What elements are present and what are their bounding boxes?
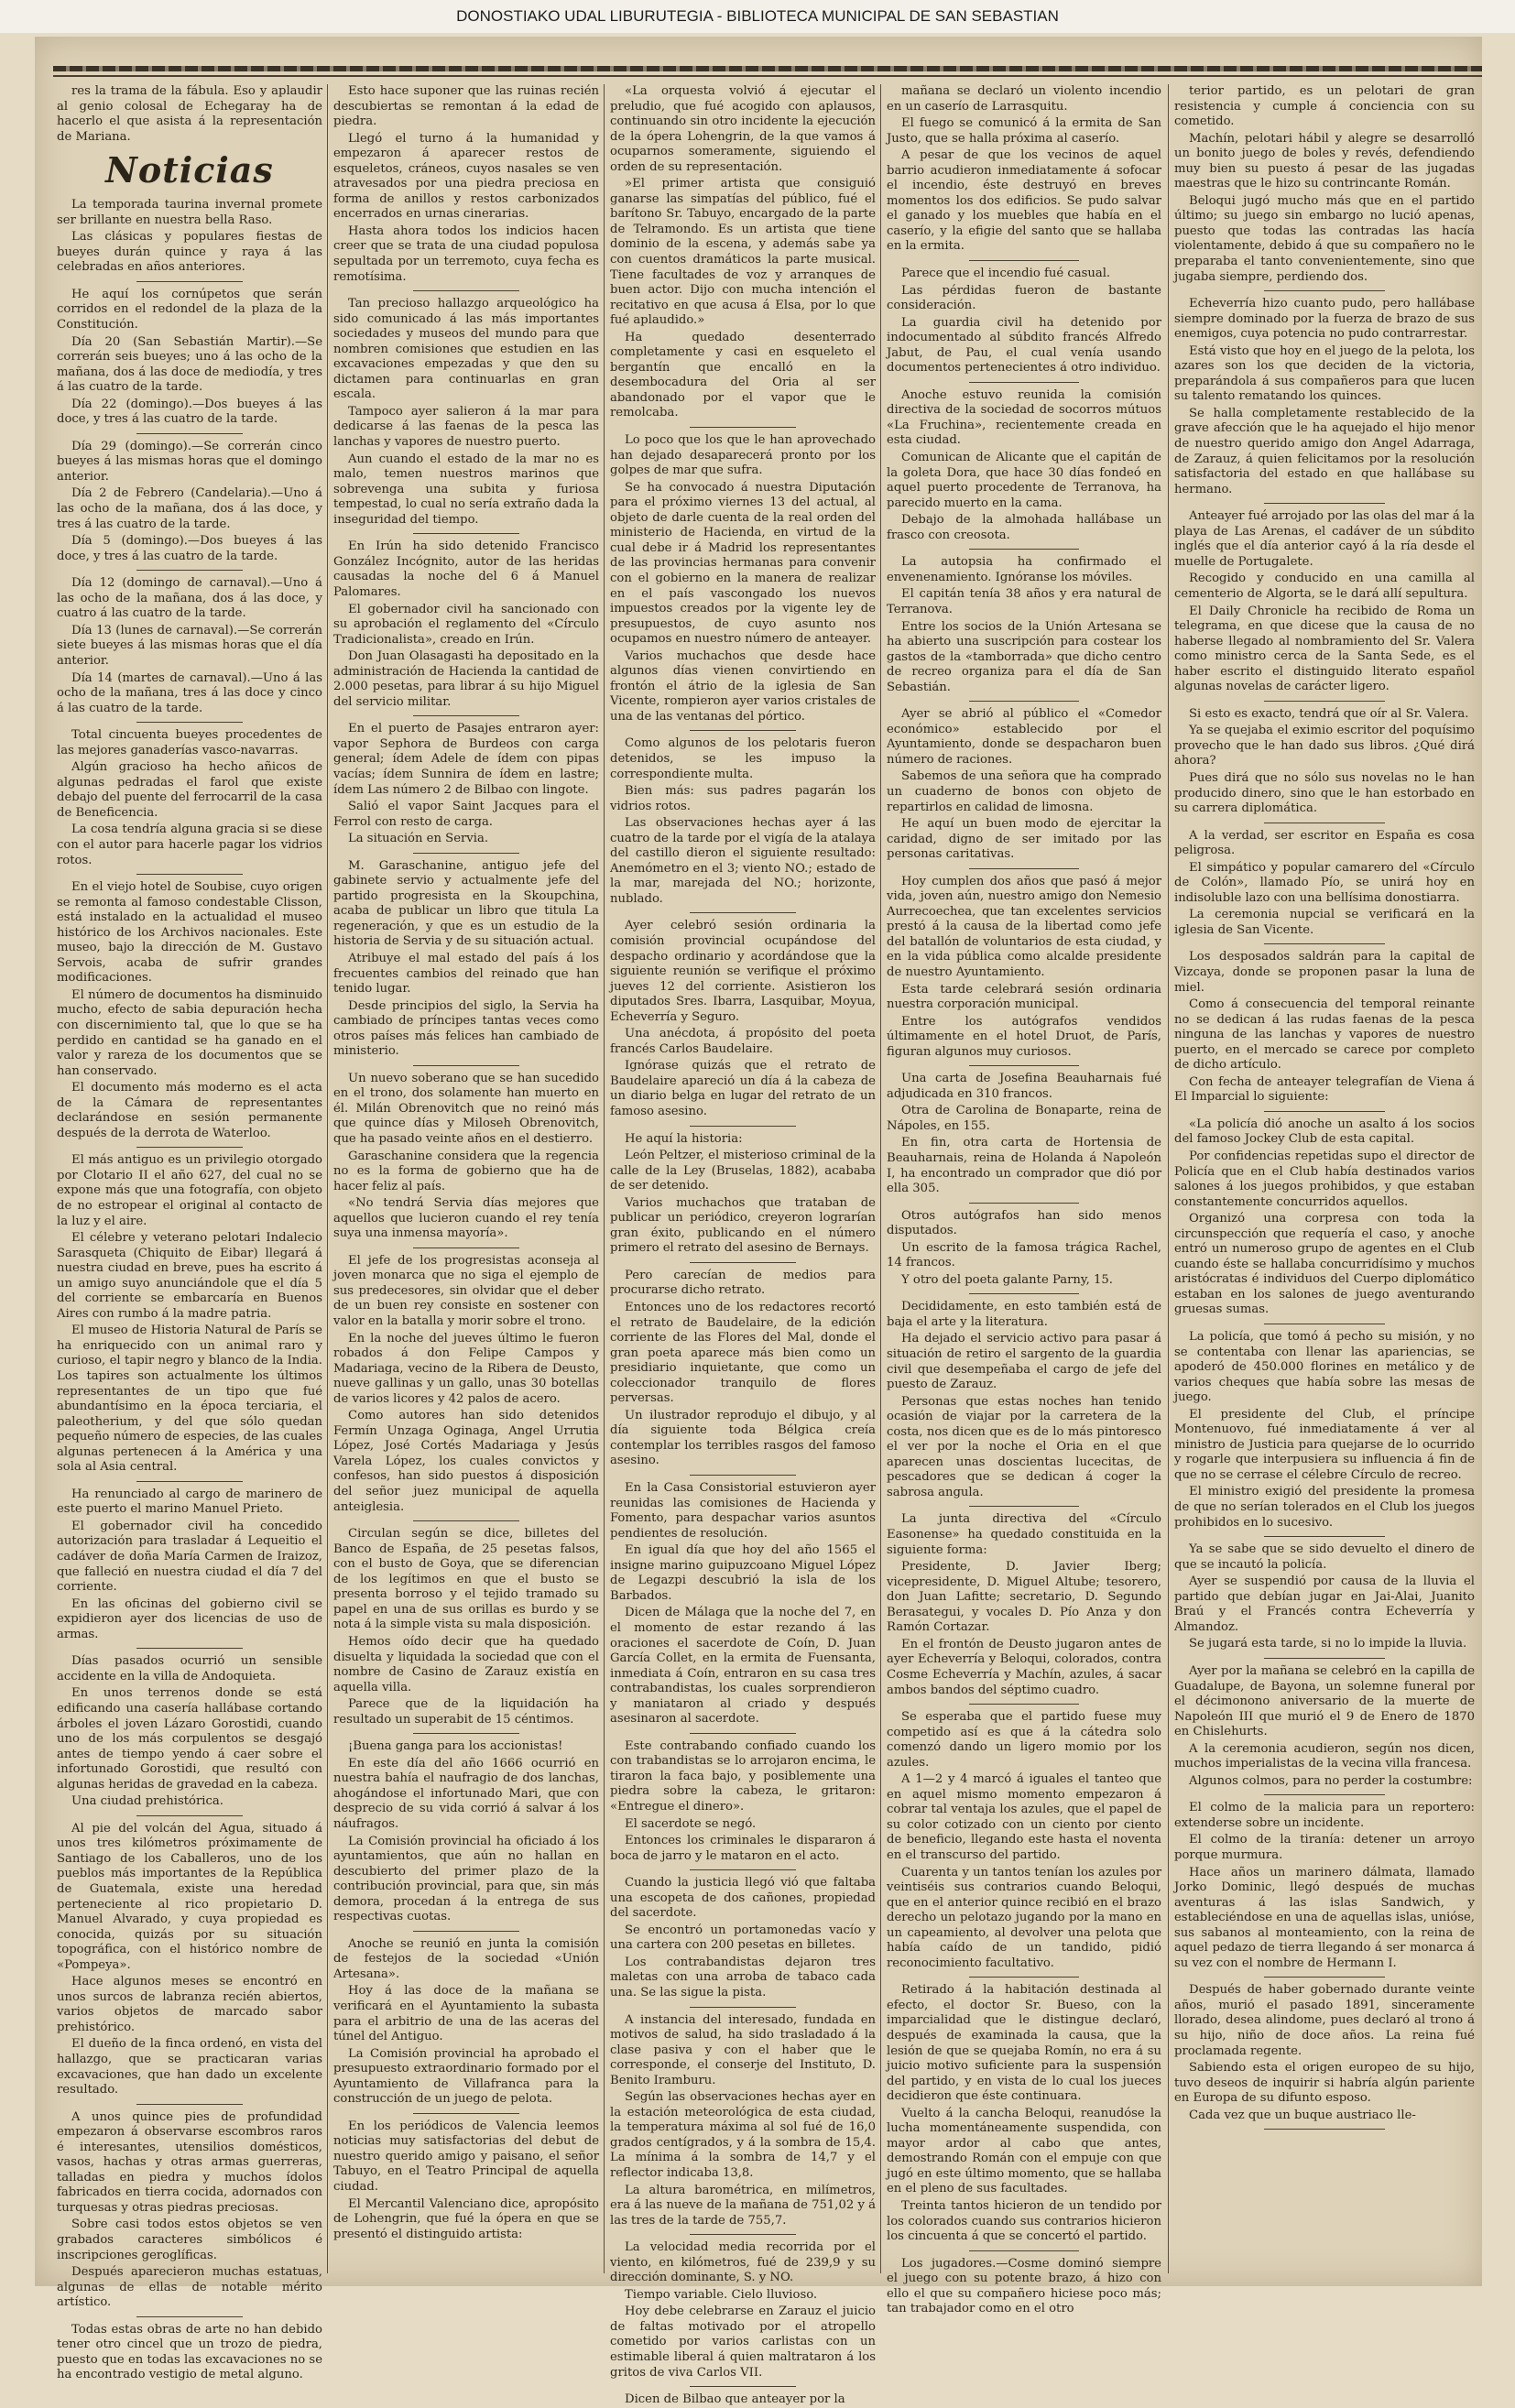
article-paragraph: La junta directiva del «Círculo Easonense» ha quedado constituida en la siguiente forma: bbox=[887, 1512, 1161, 1557]
article-paragraph: Se jugará esta tarde, si no lo impide la lluvia. bbox=[1189, 1637, 1467, 1651]
article-paragraph: La Comisión provincial ha oficiado á los ayuntamientos, que aún no hallan en descubierto del primer plazo de la contribución provincial, para que, sin más demora, procedan á la entrega de sus respectivas cuotas. bbox=[333, 1834, 599, 1924]
item-separator bbox=[690, 1475, 796, 1476]
article-paragraph: La policía, que tomó á pecho su misión, y no se contentaba con llenar las apariencias, se apoderó de 450.000 florines en metálico y de varios cheques que había sobre las mesas de juego. bbox=[1174, 1330, 1475, 1405]
article-paragraph: Todas estas obras de arte no han debido tener otro cincel que un trozo de piedra, puesto que en todas las excavaciones no se ha encontrado vestigio de metal alguno. bbox=[57, 2322, 322, 2382]
article-paragraph: Personas que estas noches han tenido ocasión de viajar por la carretera de la costa, nos dicen que es de lo más pintoresco el ver por la noche el Oria en el que aparecen unas doscientas lucecitas, de pescadores que se dedican á coger la sabrosa angula. bbox=[887, 1394, 1161, 1499]
article-paragraph: Se esperaba que el partido fuese muy competido así es que á la cátedra solo comenzó dando un ligero momio por los azules. bbox=[887, 1710, 1161, 1770]
article-paragraph: terior partido, es un pelotari de gran resistencia y cumple á conciencia con su cometido. bbox=[1174, 84, 1475, 129]
item-separator bbox=[969, 1506, 1079, 1507]
article-paragraph: Una carta de Josefina Beauharnais fué adjudicada en 310 francos. bbox=[887, 1072, 1161, 1101]
article-paragraph: Dicen de Bilbao que anteayer por la bbox=[625, 2392, 845, 2407]
item-separator bbox=[690, 2234, 796, 2235]
article-paragraph: Día 22 (domingo).—Dos bueyes á las doce, y tres á las cuatro de la tarde. bbox=[57, 397, 322, 427]
item-separator bbox=[413, 1520, 519, 1521]
article-paragraph: El jefe de los progresistas aconseja al joven monarca que no siga el ejemplo de sus predecesores, sin olvidar que el deber de un buen rey consiste en sostener con valor en la batalla y morir sobre el trono. bbox=[333, 1253, 599, 1329]
article-paragraph: Don Juan Olasagasti ha depositado en la administración de Hacienda la cantidad de 2.000 pesetas, para librar á su hijo Miguel del servicio militar. bbox=[333, 649, 599, 709]
article-paragraph: El Mercantil Valenciano dice, apropósito de Lohengrin, que fué la ópera en que se presentó el distinguido artista: bbox=[333, 2196, 599, 2241]
column-divider bbox=[880, 84, 881, 2273]
article-paragraph: Las observaciones hechas ayer á las cuatro de la tarde por el vigía de la atalaya del castillo dieron el siguiente resultado: Anemómetro en el 3; viento NO.; estado de la mar, marejada del NO.; horizonte, nublado. bbox=[610, 816, 876, 906]
article-paragraph: A instancia del interesado, fundada en motivos de salud, ha sido trasladado á la clase pasiva y con el haber que le corresponde, el conserje del Instituto, D. Benito Iramburu. bbox=[610, 2012, 876, 2087]
article-paragraph: El Daily Chronicle ha recibido de Roma un telegrama, en que dicese que la causa de no haberse llegado al nombramiento del Sr. Valera como ministro cerca de la Santa Sede, es el haber escrito el distinguido literato español algunas novelas de carácter ligero. bbox=[1174, 604, 1475, 694]
article-paragraph: Como á consecuencia del temporal reinante no se dedican á las rudas faenas de la pesca ninguna de las lanchas y vapores de nuestro puerto, en el mercado se carece por completo de dicho artículo. bbox=[1174, 997, 1475, 1073]
article-paragraph: Día 14 (martes de carnaval).—Uno á las ocho de la mañana, tres á las doce y cinco á las cuatro de la tarde. bbox=[57, 670, 322, 715]
article-paragraph: Día 2 de Febrero (Candelaria).—Uno á las ocho de la mañana, dos á las doce, y tres á las cuatro de la tarde. bbox=[57, 486, 322, 531]
item-separator bbox=[969, 382, 1079, 383]
article-paragraph: El presidente del Club, el príncipe Montenuovo, fué inmediatamente á ver al ministro de Justicia para quejarse de lo ocurrido y rogarle que interpusiera su influencia á fin de que no se cerrase el célebre Círculo de recreo. bbox=[1174, 1407, 1475, 1482]
item-separator bbox=[969, 1065, 1079, 1066]
item-separator bbox=[969, 701, 1079, 702]
article-paragraph: Un escrito de la famosa trágica Rachel, 14 francos. bbox=[887, 1240, 1161, 1270]
article-paragraph: Entre los socios de la Unión Artesana se ha abierto una suscripción para costear los gastos de la «tamborrada» que dicho centro de recreo organiza para el día de San Sebastián. bbox=[887, 619, 1161, 694]
article-paragraph: El capitán tenía 38 años y era natural de Terranova. bbox=[887, 587, 1161, 616]
article-paragraph: Total cincuenta bueyes procedentes de las mejores ganaderías vasco-navarras. bbox=[57, 728, 322, 757]
article-paragraph: Según las observaciones hechas ayer en la estación meteorológica de esta ciudad, la temperatura máxima al sol fué de 16,0 grados centígrados, y á la sombra de 15,4. La mínima á la sombra de 14,7 y el reflector indicaba 13,8. bbox=[610, 2090, 876, 2180]
item-separator bbox=[413, 1733, 519, 1734]
article-paragraph: León Peltzer, el misterioso criminal de la calle de la Ley (Bruselas, 1882), acababa de ser detenido. bbox=[610, 1149, 876, 1193]
article-paragraph: Varios muchachos que trataban de publicar un periódico, creyeron lograrían gran éxito, publicando en el número primero el retrato del asesino de Bernays. bbox=[610, 1195, 876, 1256]
article-paragraph: Ha renunciado al cargo de marinero de este puerto el marino Manuel Prieto. bbox=[57, 1487, 322, 1517]
article-paragraph: El gobernador civil ha sancionado con su aprobación el reglamento del «Círculo Tradicionalista», creado en Irún. bbox=[333, 602, 599, 647]
item-separator bbox=[690, 1126, 796, 1127]
article-paragraph: Ya se quejaba el eximio escritor del poquísimo provecho que le han dado sus libros. ¿Qué dirá ahora? bbox=[1174, 724, 1475, 768]
article-paragraph: Ignórase quizás que el retrato de Baudelaire apareció un día á la cabeza de un diario belga en lugar del retrato de un famoso asesino. bbox=[610, 1059, 876, 1118]
article-paragraph: En Irún ha sido detenido Francisco González Incógnito, autor de las heridas causadas la noche del 6 á Manuel Palomares. bbox=[333, 539, 599, 599]
article-paragraph: En este día del año 1666 ocurrió en nuestra bahía el naufragio de dos lanchas, ahogándose el infortunado Mari, que con desprecio de su vida corrió á salvar á los náufragos. bbox=[333, 1756, 599, 1831]
article-paragraph: El dueño de la finca ordenó, en vista del hallazgo, que se practicaran varias excavaciones, que han dado un excelente resultado. bbox=[57, 2037, 322, 2097]
item-separator bbox=[969, 260, 1079, 261]
item-separator bbox=[413, 715, 519, 716]
article-paragraph: Pues dirá que no sólo sus novelas no le han producido dinero, sino que le han estorbado en su carrera diplomática. bbox=[1174, 770, 1475, 816]
item-separator bbox=[136, 433, 243, 434]
article-paragraph: Día 5 (domingo).—Dos bueyes á las doce, y tres á las cuatro de la tarde. bbox=[57, 534, 322, 563]
article-paragraph: Un ilustrador reprodujo el dibujo, y al día siguiente toda Bélgica creía contemplar los terribles rasgos del famoso asesino. bbox=[610, 1408, 876, 1468]
item-separator bbox=[136, 722, 243, 723]
item-separator bbox=[690, 1869, 796, 1870]
article-paragraph: Cuando la justicia llegó vió que faltaba una escopeta de dos cañones, propiedad del sacerdote. bbox=[610, 1876, 876, 1921]
article-paragraph: Tiempo variable. Cielo lluvioso. bbox=[625, 2287, 818, 2302]
article-paragraph: Algún gracioso ha hecho añicos de algunas pedradas el farol que existe debajo del puente del ferrocarril de la casa de Beneficencia. bbox=[57, 760, 322, 820]
article-paragraph: Día 12 (domingo de carnaval).—Uno á las ocho de la mañana, dos á las doce, y cuatro á las cuatro de la tarde. bbox=[57, 576, 322, 621]
article-paragraph: Y otro del poeta galante Parny, 15. bbox=[901, 1272, 1113, 1287]
article-paragraph: He aquí la historia: bbox=[625, 1131, 743, 1146]
article-paragraph: En la Casa Consistorial estuvieron ayer reunidas las comisiones de Hacienda y Fomento, para despachar varios asuntos pendientes de resolución. bbox=[610, 1481, 876, 1541]
article-paragraph: El ministro exigió del presidente la promesa de que no serían tolerados en el Club los juegos prohibidos en lo sucesivo. bbox=[1174, 1485, 1475, 1530]
item-separator bbox=[413, 290, 519, 291]
article-paragraph: La temporada taurina invernal promete ser brillante en nuestra bella Raso. bbox=[57, 198, 322, 227]
article-paragraph: Un nuevo soberano que se han sucedido en el trono, dos solamente han muerto en él. Milán Obrenovitch que no reinó más que quince días y Miloseh Obrenovitch, que ha pasado veinte años en el destierro. bbox=[333, 1071, 599, 1146]
item-separator bbox=[1264, 503, 1384, 504]
article-paragraph: Días pasados ocurrió un sensible accidente en la villa de Andoquieta. bbox=[57, 1654, 322, 1683]
article-paragraph: Varios muchachos que desde hace algunos días vienen convirtiendo en frontón el átrio de la iglesia de San Vicente, rompieron ayer varios cristales de una de las ventanas del pórtico. bbox=[610, 648, 876, 724]
top-thin-rule bbox=[53, 75, 1482, 77]
article-paragraph: Parece que de la liquidación ha resultado un superabit de 15 céntimos. bbox=[333, 1697, 599, 1727]
article-paragraph: Esto hace suponer que las ruinas recién descubiertas se remontan á la edad de piedra. bbox=[333, 84, 599, 129]
article-paragraph: Ayer se suspendió por causa de la lluvia el partido que debían jugar en Jai-Alai, Juanito Braú y el Francés contra Echeverría y Almandoz. bbox=[1174, 1574, 1475, 1634]
article-paragraph: Una ciudad prehistórica. bbox=[71, 1794, 223, 1809]
article-paragraph: El gobernador civil ha concedido autorización para trasladar á Lequeitio el cadáver de doña María Carmen de Iraizoz, que falleció en nuestra ciudad el día 7 del corriente. bbox=[57, 1519, 322, 1595]
article-paragraph: ¡Buena ganga para los accionistas! bbox=[348, 1739, 563, 1754]
article-paragraph: Organizó una corpresa con toda la circunspección que requería el caso, y anoche entró un numeroso grupo de agentes en el Club cuando éste se hallaba concurridísimo y muchos aristócratas é individuos del Cuerpo diplomático estaban en los salones de juego aventurando gruesas sumas. bbox=[1174, 1212, 1475, 1317]
article-paragraph: Cuarenta y un tantos tenían los azules por veintiséis sus contrarios cuando Beloqui, que en el anterior quince recibió en el brazo derecho un pelotazo jugando por la mano en un capeamiento, al devolver una pelota que había caído de un tandido, pidió reconocimiento facultativo. bbox=[887, 1865, 1161, 1970]
article-paragraph: A 1—2 y 4 marcó á iguales el tanteo que en aquel mismo momento empezaron á cobrar tal ventaja los azules, que el papel de su color cotizado con un ciento por ciento de beneficio, llegando este hasta el noventa en el transcurso del partido. bbox=[887, 1772, 1161, 1862]
article-paragraph: El simpático y popular camarero del «Círculo de Colón», llamado Pío, se unirá hoy en indisoluble lazo con una bellísima donostiarra. bbox=[1174, 860, 1475, 905]
article-paragraph: Entonces los criminales le dispararon á boca de jarro y le mataron en el acto. bbox=[610, 1834, 876, 1863]
article-paragraph: Ayer por la mañana se celebró en la capilla de Guadalupe, de Bayona, un solemne funeral por el décimonono aniversario de la muerte de Napoleón III que murió el 9 de Enero de 1870 en Chislehurts. bbox=[1174, 1663, 1475, 1739]
article-paragraph: Hoy debe celebrarse en Zarauz el juicio de faltas motivado por el atropello cometido por varios carlistas con un estimable liberal á quien maltrataron á los gritos de viva Carlos VII. bbox=[610, 2304, 876, 2380]
article-paragraph: Con fecha de anteayer telegrafían de Viena á El Imparcial lo siguiente: bbox=[1174, 1074, 1475, 1105]
article-paragraph: A la verdad, ser escritor en España es cosa peligrosa. bbox=[1174, 828, 1475, 858]
article-paragraph: Los contrabandistas dejaron tres maletas con una arroba de tabaco cada una. Se las sigue la pista. bbox=[610, 1955, 876, 1999]
article-paragraph: La cosa tendría alguna gracia si se diese con el autor para hacerle pagar los vidrios rotos. bbox=[57, 823, 322, 867]
article-paragraph: He aquí un buen modo de ejercitar la caridad, digno de ser imitado por las personas caritativas. bbox=[887, 817, 1161, 862]
item-separator bbox=[969, 1293, 1079, 1294]
article-paragraph: Las clásicas y populares fiestas de bueyes durán quince y raya á las celebradas en años anteriores. bbox=[57, 230, 322, 275]
article-paragraph: El colmo de la malicia para un reportero: extenderse sobre un incidente. bbox=[1174, 1801, 1475, 1830]
article-paragraph: El documento más moderno es el acta de la Cámara de representantes declarándose en sesión permanente después de la derrota de Waterloo. bbox=[57, 1081, 322, 1140]
item-separator bbox=[136, 281, 243, 282]
article-paragraph: Comunican de Alicante que el capitán de la goleta Dora, que hace 30 días fondeó en aquel puerto procedente de Terranova, ha parecido muerto en la cama. bbox=[887, 451, 1161, 510]
article-paragraph: Hasta ahora todos los indicios hacen creer que se trata de una ciudad populosa sepultada por un terremoto, cuya fecha es remotísima. bbox=[333, 223, 599, 284]
article-paragraph: Anoche se reunió en junta la comisión de festejos de la sociedad «Unión Artesana». bbox=[333, 1936, 599, 1981]
article-paragraph: Echeverría hizo cuanto pudo, pero hallábase siempre dominado por la fuerza de brazo de sus enemigos, cuya potencia no pudo contrarrestar. bbox=[1174, 297, 1475, 342]
decorative-top-rule bbox=[53, 66, 1482, 71]
article-paragraph: Machín, pelotari hábil y alegre se desarrolló un bonito juego de boles y revés, defendiendo muy bien su puesto á pesar de las jugadas maestras que le hizo su contrincante Román. bbox=[1174, 131, 1475, 191]
article-paragraph: Este contrabando confiado cuando los con trabandistas se lo arrojaron encima, le tiraron la faca bajo, y posiblemente una piedra sobre la cabeza, le gritaron: «Entregue el dinero». bbox=[610, 1738, 876, 1814]
article-paragraph: La Comisión provincial ha aprobado el presupuesto extraordinario formado por el Ayuntamiento de Villafranca para la construcción de un juego de pelota. bbox=[333, 2046, 599, 2107]
article-paragraph: Las pérdidas fueron de bastante consideración. bbox=[887, 283, 1161, 313]
article-paragraph: Hace algunos meses se encontró en unos surcos de labranza recién abiertos, varios objetos de marcado sabor prehistórico. bbox=[57, 1975, 322, 2034]
item-separator bbox=[690, 2386, 796, 2387]
article-paragraph: A la ceremonia acudieron, según nos dicen, muchos imperialistas de la vecina villa francesa. bbox=[1174, 1741, 1475, 1771]
article-paragraph: Se encontró un portamonedas vacío y una cartera con 200 pesetas en billetes. bbox=[610, 1923, 876, 1953]
item-separator bbox=[1264, 701, 1384, 702]
article-paragraph: Como algunos de los pelotaris fueron detenidos, se les impuso la correspondiente multa. bbox=[610, 736, 876, 781]
article-paragraph: Entonces uno de los redactores recortó el retrato de Baudelaire, de la edición corriente de las Flores del Mal, donde el gran poeta aparece más bien como un presidiario inquietante, que como un coleccionador tranquilo de flores perversas. bbox=[610, 1301, 876, 1406]
article-paragraph: Circulan según se dice, billetes del Banco de España, de 25 pesetas falsos, con el busto de Goya, que se diferencian de los legítimos en que el busto se presenta borroso y el tejido tramado su papel en una de sus orillas es burdo y se nota á la simple vista su mala disposición. bbox=[333, 1527, 599, 1632]
article-paragraph: Debajo de la almohada hallábase un frasco con creosota. bbox=[887, 513, 1161, 542]
item-separator bbox=[136, 874, 243, 875]
article-paragraph: En el puerto de Pasajes entraron ayer: vapor Sephora de Burdeos con carga general; ídem Adele de ídem con pipas vacías; ídem Sunnira de ídem en lastre; ídem Las número 2 de Bilbao con lingote. bbox=[333, 722, 599, 797]
article-paragraph: En unos terrenos donde se está edificando una casería hallábase cortando árboles el joven Lázaro Gorostidi, cuando uno de los más corpulentos se desgajó antes de tiempo yendo á caer sobre el infortunado Gorostidi, que resultó con algunas heridas de gravedad en la cabeza. bbox=[57, 1686, 322, 1792]
article-paragraph: Está visto que hoy en el juego de la pelota, los azares son los que deciden de la victoria, preparándola á sus compañeros para que lucen su talento rematando los quinces. bbox=[1174, 343, 1475, 404]
article-paragraph: La guardia civil ha detenido por indocumentado al súbdito francés Alfredo Jabut, de Pau, el cual venía usando documentos pertenecientes á otro individuo. bbox=[887, 315, 1161, 376]
article-paragraph: La altura barométrica, en milímetros, era á las nueve de la mañana de 751,02 y á las tres de la tarde de 755,7. bbox=[610, 2183, 876, 2228]
item-separator bbox=[1264, 943, 1384, 944]
article-paragraph: Como autores han sido detenidos Fermín Unzaga Oginaga, Angel Urrutia López, José Cortés Madariaga y Jesús Varela López, los cuales convictos y confesos, han sido puestos á disposición del señor juez municipal de aquella anteiglesia. bbox=[333, 1409, 599, 1514]
article-paragraph: Algunos colmos, para no perder la costumbre: bbox=[1189, 1773, 1473, 1788]
article-paragraph: El fuego se comunicó á la ermita de San Justo, que se halla próxima al caserío. bbox=[887, 116, 1161, 146]
column-divider bbox=[1168, 84, 1169, 2273]
item-separator bbox=[1264, 1111, 1384, 1112]
article-paragraph: Ha dejado el servicio activo para pasar á situación de retiro el sargento de la guardia civil que desempeñaba el cargo de jefe del puesto de Zarauz. bbox=[887, 1332, 1161, 1392]
item-separator bbox=[136, 2316, 243, 2317]
article-paragraph: Hoy cumplen dos años que pasó á mejor vida, joven aún, nuestro amigo don Nemesio Aurrecoechea, que tan excelentes servicios prestó á la causa de la libertad como jefe del batallón de voluntarios de esta ciudad, y en la vida pública como alcalde presidente de nuestro Ayuntamiento. bbox=[887, 874, 1161, 979]
article-paragraph: res la trama de la fábula. Eso y aplaudir al genio colosal de Echegaray ha de hacerlo el que asista á la representación de Mariana. bbox=[57, 84, 322, 144]
article-paragraph: En fin, otra carta de Hortensia de Beauharnais, reina de Holanda á Napoleón I, ha encontrado un comprador que dió por ella 305. bbox=[887, 1136, 1161, 1196]
article-paragraph: Entre los autógrafos vendidos últimamente en el hotel Druot, de París, figuran algunos muy curiosos. bbox=[887, 1014, 1161, 1059]
item-separator bbox=[136, 1481, 243, 1482]
article-paragraph: Tampoco ayer salieron á la mar para dedicarse á las faenas de la pesca las lanchas y vapores de nuestro puerto. bbox=[333, 404, 599, 450]
article-paragraph: Lo poco que los que le han aprovechado han dejado desaparecerá pronto por los golpes de mar que sufra. bbox=[610, 433, 876, 478]
article-paragraph: Aun cuando el estado de la mar no es malo, temen nuestros marinos que sobrevenga una subita y furiosa tempestad, lo cual no sería extraño dada la inseguridad del tiempo. bbox=[333, 452, 599, 527]
article-paragraph: El colmo de la tiranía: detener un arroyo porque murmura. bbox=[1174, 1833, 1475, 1862]
article-paragraph: He aquí los cornúpetos que serán corridos en el redondel de la plaza de la Constitución. bbox=[57, 287, 322, 332]
article-paragraph: El sacerdote se negó. bbox=[625, 1816, 757, 1831]
article-paragraph: Sabiendo esta el origen europeo de su hijo, tuvo deseos de inquirir si habría algún pariente en Europa de su difunto esposo. bbox=[1174, 2061, 1475, 2106]
article-paragraph: Anoche estuvo reunida la comisión directiva de la sociedad de socorros mútuos «La Fruchina», recientemente creada en esta ciudad. bbox=[887, 387, 1161, 448]
item-separator bbox=[1264, 290, 1384, 291]
item-separator bbox=[413, 853, 519, 854]
article-paragraph: Otra de Carolina de Bonaparte, reina de Nápoles, en 155. bbox=[887, 1104, 1161, 1133]
article-paragraph: Presidente, D. Javier Iberg; vicepresidente, D. Miguel Altube; tesorero, don Juan Lafitte; secretario, D. Segundo Berasategui, y vocales D. Pío Anza y don Ramón Cortazar. bbox=[887, 1560, 1161, 1635]
article-paragraph: El número de documentos ha disminuido mucho, efecto de sabia depuración hecha con discernimiento tal, que lo que se ha perdido en cantidad se ha ganado en el valor y rareza de los documentos que se han conservado. bbox=[57, 987, 322, 1078]
article-paragraph: «La orquesta volvió á ejecutar el preludio, que fué acogido con aplausos, continuando sin otro incidente la ejecución de la ópera Lohengrin, de la que vamos á ocuparnos someramente, siguiendo el orden de su representación. bbox=[610, 84, 876, 174]
article-paragraph: Sobre casi todos estos objetos se ven grabados caracteres simbólicos é inscripciones geroglíficas. bbox=[57, 2217, 322, 2262]
article-paragraph: El museo de Historia Natural de París se ha enriquecido con un animal raro y curioso, el tapir negro y blanco de la India. Los tapires son actualmente los últimos representantes de un tipo que fué abundantísimo en la época terciaria, el paleotherium, y del que sólo quedan pequeño número de especies, de las cuales algunas pertenecen á la América y una sola al Asia central. bbox=[57, 1324, 322, 1475]
item-separator bbox=[413, 1931, 519, 1932]
article-paragraph: «No tendrá Servia días mejores que aquellos que lucieron cuando el rey tenía suya una inmensa mayoría». bbox=[333, 1196, 599, 1241]
article-paragraph: La autopsia ha confirmado el envenenamiento. Ignóranse los móviles. bbox=[887, 555, 1161, 584]
item-separator bbox=[969, 1203, 1079, 1204]
article-paragraph: Desde principios del siglo, la Servia ha cambiado de príncipes tantas veces como otros países más felices han cambiado de ministerio. bbox=[333, 998, 599, 1059]
article-paragraph: «La policía dió anoche un asalto á los socios del famoso Jockey Club de esta capital. bbox=[1174, 1117, 1475, 1147]
item-separator bbox=[413, 2113, 519, 2114]
article-paragraph: Una anécdota, á propósito del poeta francés Carlos Baudelaire. bbox=[610, 1027, 876, 1056]
article-paragraph: M. Garaschanine, antiguo jefe del gabinete servio y actualmente jefe del partido progresista en la Skoupchina, acaba de publicar un libro que titula La regeneración, y que es un estudio de la historia de Servia y de su situación actual. bbox=[333, 858, 599, 949]
item-separator bbox=[690, 1262, 796, 1263]
article-paragraph: Otros autógrafos han sido menos disputados. bbox=[887, 1208, 1161, 1238]
item-separator bbox=[413, 533, 519, 534]
item-separator bbox=[413, 1065, 519, 1066]
column-3 bbox=[610, 84, 876, 2407]
article-paragraph: Ayer se abrió al público el «Comedor económico» establecido por el Ayuntamiento, donde se despacharon buen número de raciones. bbox=[887, 707, 1161, 767]
article-paragraph: Se ha convocado á nuestra Diputación para el próximo viernes 13 del actual, al objeto de darle cuenta de la real orden del ministerio de Hacienda, en virtud de la cual debe ir á Madrid los representantes de las provincias hermanas para convenir con el gobierno en la manera de realizar en el país vascongado los nuevos impuestos creados por la vigente ley de presupuestos, de cuyo asunto nos ocupamos en nuestro número de anteayer. bbox=[610, 480, 876, 647]
article-paragraph: Anteayer fué arrojado por las olas del mar á la playa de Las Arenas, el cadáver de un súbdito inglés que el día anterior cayó á la ría desde el muelle de Portugalete. bbox=[1174, 509, 1475, 569]
column-divider bbox=[327, 84, 328, 2273]
article-paragraph: Llegó el turno á la humanidad y empezaron á aparecer restos de esqueletos, cráneos, cuyos nasales se ven atravesados por una piedra preciosa en forma de anillos y restos carbonizados encerrados en urnas cinerarias. bbox=[333, 131, 599, 222]
article-paragraph: Ayer celebró sesión ordinaria la comisión provincial ocupándose del despacho ordinario y acordándose que la siguiente reunión se verifique el próximo jueves 12 del corriente. Asistieron los diputados Sres. Ibarra, Lasquibar, Moyua, Echeverría y Seguro. bbox=[610, 919, 876, 1024]
article-paragraph: En el viejo hotel de Soubise, cuyo origen se remonta al famoso condestable Clisson, está instalado en la actualidad el museo histórico de los Archivos nacionales. Este museo, bajo la dirección de M. Gustavo Servois, acaba de sufrir grandes modificaciones. bbox=[57, 880, 322, 986]
section-title: Noticias bbox=[105, 149, 274, 191]
article-paragraph: La ceremonia nupcial se verificará en la iglesia de San Vicente. bbox=[1174, 908, 1475, 937]
item-separator bbox=[690, 427, 796, 428]
article-paragraph: La situación en Servia. bbox=[348, 832, 489, 846]
column-divider bbox=[604, 84, 605, 2273]
article-paragraph: Beloqui jugó mucho más que en el partido último; su juego sin embargo no lució apenas, puesto que todas las contradas las hacía violentamente, debido á que su compañero no le preparaba el tanto convenientemente, sino que jugaba siempre, perdiendo dos. bbox=[1174, 193, 1475, 284]
item-separator bbox=[136, 2104, 243, 2105]
item-separator bbox=[969, 1704, 1079, 1705]
article-paragraph: Se halla completamente restablecido de la grave afección que le ha aquejado el hijo menor de nuestro querido amigo don Angel Adarraga, de Zarauz, á quien felicitamos por la resolución satisfactoria del estado en que hallábase su hermano. bbox=[1174, 406, 1475, 496]
article-paragraph: En igual día que hoy del año 1565 el insigne marino guipuzcoano Miguel López de Legazpi descubrió la isla de los Barbados. bbox=[610, 1543, 876, 1603]
article-paragraph: Al pie del volcán del Agua, situado á unos tres kilómetros próximamente de Santiago de los Caballeros, uno de los pueblos más importantes de la República de Guatemala, existe una heredad perteneciente al rico propietario D. Manuel Alvarado, y cuya propiedad es conocida, quizás por su situación topográfica, con el histórico nombre de «Pompeya». bbox=[57, 1821, 322, 1972]
article-paragraph: Hace años un marinero dálmata, llamado Jorko Dominic, llegó después de muchas aventuras á las islas Sandwich, y estableciéndose en una de aquellas islas, unióse, sus sabanos al monteamiento, con la reina de aquel pedazo de tierra llegando á ser monarca á su vez con el nombre de Hermann I. bbox=[1174, 1865, 1475, 1970]
article-paragraph: A unos quince pies de profundidad empezaron á observarse escombros raros é interesantes, utensilios domésticos, vasos, hachas y otras armas guerreras, talladas en piedra y muchos ídolos fabricados en tierra cocida, adornados con turquesas y otras piedras preciosas. bbox=[57, 2109, 322, 2215]
article-paragraph: En la noche del jueves último le fueron robados á don Felipe Campos y Madariaga, vecino de la Ribera de Deusto, nueve gallinas y un gallo, unas 30 botellas de varios licores y 42 palos de acero. bbox=[333, 1331, 599, 1406]
item-separator bbox=[1264, 2129, 1384, 2130]
article-paragraph: Retirado á la habitación destinada al efecto, el doctor Sr. Bueso, con la imparcialidad que le distingue declaró, después de examinada la causa, que la lesión de que se quejaba Romín, no era á su juicio motivo suficiente para la suspensión del partido, y en vista de lo cual los jueces decidieron que éste continuara. bbox=[887, 1983, 1161, 2104]
article-paragraph: Si esto es exacto, tendrá que oír al Sr. Valera. bbox=[1189, 706, 1469, 721]
item-separator bbox=[1264, 1977, 1384, 1978]
article-paragraph: Atribuye el mal estado del país á los frecuentes cambios del reinado que han tenido lugar. bbox=[333, 951, 599, 997]
article-paragraph: Sabemos de una señora que ha comprado un cuaderno de bonos con objeto de repartirlos en calidad de limosna. bbox=[887, 769, 1161, 814]
article-paragraph: Esta tarde celebrará sesión ordinaria nuestra corporación municipal. bbox=[887, 982, 1161, 1012]
column-1 bbox=[57, 84, 322, 2382]
item-separator bbox=[1264, 1536, 1384, 1537]
item-separator bbox=[969, 868, 1079, 869]
article-paragraph: El más antiguo es un privilegio otorgado por Clotario II el año 627, del cual no se expone más que una fotografía, con objeto de no estropear el original al contacto de la luz y el aire. bbox=[57, 1153, 322, 1228]
column-2 bbox=[333, 84, 599, 2273]
item-separator bbox=[969, 549, 1079, 550]
article-paragraph: A pesar de que los vecinos de aquel barrio acudieron inmediatamente á sofocar el incendio, éste destruyó en breves momentos los dos edificios. Se pudo salvar el ganado y los muebles que había en el caserío, y la efigie del santo que se hallaba en la ermita. bbox=[887, 148, 1161, 254]
article-paragraph: Parece que el incendio fué casual. bbox=[901, 267, 1111, 281]
item-separator bbox=[136, 570, 243, 571]
article-paragraph: Hoy á las doce de la mañana se verificará en el Ayuntamiento la subasta para el arbitrio de una de las aceras del túnel del Antiguo. bbox=[333, 1984, 599, 2044]
item-separator bbox=[690, 1733, 796, 1734]
article-paragraph: Ya se sabe que se sido devuelto el dinero de que se incautó la policía. bbox=[1174, 1542, 1475, 1572]
item-separator bbox=[136, 1147, 243, 1148]
item-separator bbox=[690, 2007, 796, 2008]
article-paragraph: Hemos oído decir que ha quedado disuelta y liquidada la sociedad que con el nombre de Casino de Zarauz existía en aquella villa. bbox=[333, 1634, 599, 1694]
article-paragraph: Día 13 (lunes de carnaval).—Se correrán siete bueyes á las mismas horas que el día anterior. bbox=[57, 623, 322, 668]
item-separator bbox=[136, 1648, 243, 1649]
article-paragraph: Garaschanine considera que la regencia no es la forma de gobierno que ha de hacer feliz al país. bbox=[333, 1149, 599, 1193]
article-paragraph: Tan precioso hallazgo arqueológico ha sido comunicado á las más importantes sociedades y museos del mundo para que nombren comisiones que estudien en las excavaciones empezadas y que den su dictamen para continuarlas en gran escala. bbox=[333, 297, 599, 402]
item-separator bbox=[1264, 1794, 1384, 1795]
article-paragraph: mañana se declaró un violento incendio en un caserío de Larrasquitu. bbox=[887, 84, 1161, 114]
article-paragraph: Vuelto á la cancha Beloqui, reanudóse la lucha momentáneamente suspendida, con mayor ardor al cabo que antes, demostrando Román con el empuje con que jugó en este último momento, que se hallaba en el pleno de sus facultades. bbox=[887, 2106, 1161, 2196]
article-paragraph: Los desposados saldrán para la capital de Vizcaya, donde se proponen pasar la luna de miel. bbox=[1174, 950, 1475, 995]
article-paragraph: Día 29 (domingo).—Se correrán cinco bueyes á las mismas horas que el domingo anterior. bbox=[57, 439, 322, 484]
archive-caption: DONOSTIAKO UDAL LIBURUTEGIA - BIBLIOTECA MUNICIPAL DE SAN SEBASTIAN bbox=[0, 0, 1515, 33]
article-paragraph: Bien más: sus padres pagarán los vidrios rotos. bbox=[610, 784, 876, 813]
article-paragraph: En los periódicos de Valencia leemos noticias muy satisfactorias del debut de nuestro querido amigo y paisano, el señor Tabuyo, en el Teatro Principal de aquella ciudad. bbox=[333, 2119, 599, 2194]
article-paragraph: El célebre y veterano pelotari Indalecio Sarasqueta (Chiquito de Eibar) llegará á nuestra ciudad en breve, pues ha escrito á un amigo suyo anunciándole que el día 5 del corriente se embarcaría en Buenos Aires con rumbo á la madre patria. bbox=[57, 1231, 322, 1321]
article-paragraph: Después de haber gobernado durante veinte años, murió el pasado 1891, sinceramente llorado, desea alindome, pues declaró al trono á su hijo, niño de doce años. La reina fué proclamada regente. bbox=[1174, 1983, 1475, 2058]
column-5 bbox=[1174, 84, 1475, 2273]
article-paragraph: Por confidencias repetidas supo el director de Policía que en el Club había destinados varios salones á los juegos prohibidos, y que estaban constantemente concurridos aquellos. bbox=[1174, 1150, 1475, 1209]
article-paragraph: Dicen de Málaga que la noche del 7, en el momento de estar rezando á las oraciones el sacerdote de Coín, D. Juan García Collet, en la ermita de Fuensanta, inmediata á Coín, entraron en su casa tres contrabandistas, los cuales sorprendieron y maniataron al criado y después asesinaron al sacerdote. bbox=[610, 1606, 876, 1727]
item-separator bbox=[1264, 1658, 1384, 1659]
article-paragraph: Treinta tantos hicieron de un tendido por los colorados cuando sus contrarios hicieron los cincuenta á que se concertó el partido. bbox=[887, 2199, 1161, 2244]
article-paragraph: En el frontón de Deusto jugaron antes de ayer Echeverría y Beloqui, colorados, contra Cosme Echeverría y Machín, azules, á sacar ambos bandos del séptimo cuadro. bbox=[887, 1637, 1161, 1697]
article-paragraph: Ha quedado desenterrado completamente y casi en esqueleto el bergantín que encalló en la desembocadura del Oria al ser abandonado por el vapor que le remolcaba. bbox=[610, 330, 876, 420]
article-paragraph: La velocidad media recorrida por el viento, en kilómetros, fué de 239,9 y su dirección dominante, S. y NO. bbox=[610, 2240, 876, 2285]
column-4 bbox=[887, 84, 1161, 2316]
article-paragraph: Los jugadores.—Cosme dominó siempre el juego con su potente brazo, á hizo con ello el que su compañero hiciese poco más; tan trabajador como en el otro bbox=[887, 2256, 1161, 2316]
article-paragraph: Después aparecieron muchas estatuas, algunas de ellas de notable mérito artístico. bbox=[57, 2265, 322, 2310]
article-paragraph: »El primer artista que consiguió ganarse las simpatías del público, fué el barítono Sr. Tabuyo, encargado de la parte de Telramondo. Es un artista que tiene dominio de la escena, y además sabe ya con cuentos dramáticos la parte musical. Tiene facultades de voz y arranques de buen actor. Dijo con mucha intención el recitativo en que acusa á Elsa, por lo que fué aplaudido.» bbox=[610, 177, 876, 328]
item-separator bbox=[136, 1815, 243, 1816]
article-paragraph: Día 20 (San Sebastián Martir).—Se correrán seis bueyes; uno á las ocho de la mañana, dos á las doce de mediodía, y tres á las cuatro de la tarde. bbox=[57, 334, 322, 395]
article-paragraph: En las oficinas del gobierno civil se expidieron ayer dos licencias de uso de armas. bbox=[57, 1596, 322, 1641]
article-paragraph: Cada vez que un buque austriaco lle- bbox=[1189, 2108, 1416, 2122]
article-paragraph: Decididamente, en esto también está de baja el arte y la literatura. bbox=[887, 1300, 1161, 1329]
item-separator bbox=[690, 912, 796, 913]
item-separator bbox=[969, 1977, 1079, 1978]
article-paragraph: Recogido y conducido en una camilla al cementerio de Algorta, se le dará allí sepultura. bbox=[1174, 572, 1475, 601]
article-paragraph: Pero carecían de medios para procurarse dicho retrato. bbox=[610, 1268, 876, 1298]
article-paragraph: Salió el vapor Saint Jacques para el Ferrol con resto de carga. bbox=[333, 800, 599, 829]
item-separator bbox=[969, 2250, 1079, 2251]
item-separator bbox=[690, 730, 796, 731]
